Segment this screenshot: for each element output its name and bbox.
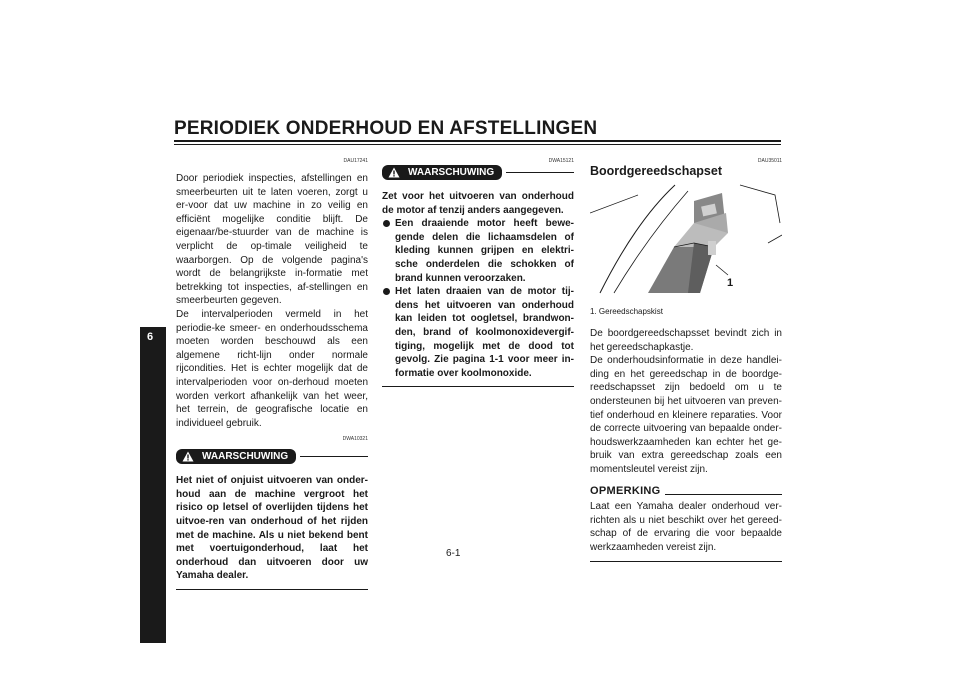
warning-header	[382, 165, 574, 180]
warning-text: Het niet of onjuist uitvoeren van onder-houd aan de machine vergroot het risico op letsel of overlijden tijdens het uitvoe-ren van onderhoud of het rijden met de machine. Als u niet bekend bent met voertuigonderhoud, laat het onderhoud dan uitvoeren door uw Yamaha dealer.	[176, 475, 368, 582]
warning-label-text: WAARSCHUWING	[408, 166, 495, 178]
figure-caption: 1. Gereedschapskist	[590, 307, 663, 316]
column-right	[590, 158, 782, 562]
warning-code: DWA10321	[342, 436, 368, 443]
toolkit-location-paragraph: De boordgereedschapsset bevindt zich in het gereedschapkastje.	[590, 328, 782, 353]
interval-paragraph: De intervalperioden vermeld in het periodie-ke smeer- en onderhoudsschema moeten worden beschouwd als een algemene richt-lijn onder normale rijcondities. Het is echter mogelijk dat de intervalperioden voor on-derhoud moeten worden verkort afhankelijk van het weer, het terrein, de geografische locatie en individueel gebruik.	[176, 308, 368, 429]
section-code: DAU17241	[343, 158, 368, 164]
figure-callout: 1	[727, 277, 734, 289]
warning-triangle-icon	[182, 451, 194, 462]
bullet-icon	[383, 288, 390, 295]
note-label: OPMERKING	[590, 484, 661, 497]
warning-label-text: WAARSCHUWING	[202, 450, 289, 462]
column-left	[176, 158, 368, 590]
list-item	[382, 217, 574, 285]
warning-end-rule	[382, 386, 574, 387]
warning-header-line	[300, 456, 368, 457]
title-rule-thin	[174, 144, 781, 145]
warning-header	[176, 449, 368, 464]
intro-paragraph: Door periodiek inspecties, afstellingen en smeerbeurten uit te laten voeren, zorgt u er-voor dat uw machine in zo veilig en efficiënt mogelijke conditie blijft. De eigenaar/be-stuurder van de machine is verplicht de op-timale veiligheid te waarborgen. Op de volgende pagina's wordt de belangrijkste in-formatie met betrekking tot inspecties, af-stellingen en smeerbeurten gegeven.	[176, 173, 368, 307]
warning-code: DWA15121	[548, 158, 574, 164]
toolkit-illustration	[590, 183, 782, 301]
section-code: DAU35011	[757, 158, 782, 164]
note-header-line	[665, 494, 782, 495]
title-rule	[174, 140, 781, 142]
warning-label	[176, 449, 296, 464]
chapter-tab	[140, 327, 166, 643]
toolkit-info-paragraph: De onderhoudsinformatie in deze handlei-ding en het gereedschap in de boordge-reedschapsset zijn bedoeld om u te ondersteunen bij het uitvoeren van preven-tief onderhoud en kleinere reparaties. Voor de correcte uitvoering van bepaalde onder-houdswerkzaamheden kan echter het ge-bruik van extra gereedschap zoals een momentsleutel vereist zijn.	[590, 355, 782, 475]
chapter-number: 6	[146, 331, 154, 343]
note-header	[590, 485, 782, 499]
bullet-text: Een draaiende motor heeft bewe-gende delen die lichaamsdelen of kleding kunnen grijpen en elektri-sche onderdelen die schokken of brand kunnen veroorzaken.	[395, 218, 574, 284]
column-middle	[382, 158, 574, 387]
page-number: 6-1	[446, 548, 461, 559]
warning-bullet-list	[382, 217, 574, 380]
note-text: Laat een Yamaha dealer onderhoud ver-richten als u niet beschikt over het gereed-schap of de ervaring die voor bepaalde werkzaamheden vereist zijn.	[590, 501, 782, 553]
warning-intro: Zet voor het uitvoeren van onderhoud de motor af tenzij anders aangegeven.	[382, 191, 574, 216]
warning-end-rule	[176, 589, 368, 590]
bullet-icon	[383, 220, 390, 227]
page-title: PERIODIEK ONDERHOUD EN AFSTELLINGEN	[174, 118, 598, 139]
section-heading: Boordgereedschapset	[590, 164, 722, 178]
note-end-rule	[590, 561, 782, 562]
toolkit-figure	[590, 183, 782, 301]
warning-triangle-icon	[388, 167, 400, 178]
warning-label	[382, 165, 502, 180]
bullet-text: Het laten draaien van de motor tij-dens het uitvoeren van onderhoud kan leiden tot oogletsel, brandwon-den, brand of koolmonoxidevergif-tiging, mogelijk met de dood tot gevolg. Zie pagina 1-1 voor meer in-formatie over koolmonoxide.	[395, 286, 574, 379]
list-item	[382, 285, 574, 380]
warning-header-line	[506, 172, 574, 173]
